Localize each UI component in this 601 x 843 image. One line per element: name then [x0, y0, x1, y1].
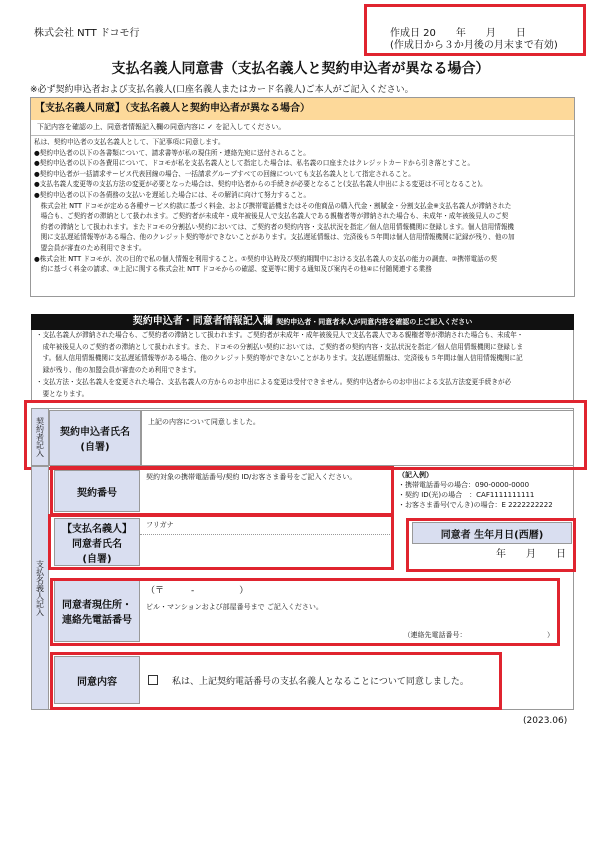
agreement-line: 関に支払遅延情報等がある場合、他のクレジット契約等ができないことがあります。支払遅延情報は、完済後も５年間は個人信用情報機関に記録が残り、他の加: [34, 233, 515, 242]
validity-note: (作成日から３か月後の月末まで有効): [390, 40, 558, 51]
highlight-consent: [50, 652, 502, 710]
section-line: 成年被後見人のご契約者の滞納として扱われます。また、ドコモの分割払い契約においては、ご契約者の契約内容・支払状況を指定／個人信用情報機関に登録しま: [36, 342, 524, 351]
agreement-instruction: 下記内容を確認の上、同意者情報記入欄の同意内容に ✓ を記入してください。: [31, 122, 574, 136]
company-name: 株式会社 NTT ドコモ行: [34, 28, 140, 39]
agreement-heading: 【支払名義人同意】（支払名義人と契約申込者が異なる場合）: [31, 98, 574, 120]
highlight-applicant: [24, 400, 587, 470]
payer-vertical-label: 支払名義人記入: [31, 466, 49, 710]
example-line: ・携帯電話番号の場合：090-0000-0000: [398, 481, 530, 489]
highlight-contract-number: [50, 466, 394, 516]
birth-date-label: 同意者 生年月日(西暦): [412, 522, 572, 544]
address-label: 同意者現住所・ 連絡先電話番号: [54, 580, 140, 642]
example-line: ・契約 ID(光)の場合 ：CAF1111111111: [398, 491, 535, 499]
creation-date[interactable]: 作成日 20 年 月 日: [390, 28, 526, 39]
section-line: 要となります。: [36, 389, 89, 398]
section-heading-title: 契約申込者・同意者情報記入欄: [132, 316, 273, 327]
section-line: す。個人信用情報機関に支払遅延情報等がある場合、他のクレジット契約等ができないことがあります。支払遅延情報は、完済後も５年間は個人信用情報機関に記: [36, 354, 523, 363]
agreement-line: 場合も、ご契約者の滞納として扱われます。ご契約者が未成年・成年被後見人で支払名義人である親権者等が滞納された場合も、未成年・成年被後見人のご契: [34, 212, 509, 221]
phone-hint[interactable]: （連絡先電話番号： ）: [403, 631, 554, 639]
agreement-line: ●契約申込者の以下の各費用について、ドコモが私を支払名義人として指定した場合は、私名義の口座またはクレジットカードから引き落とすこと。: [34, 159, 475, 168]
birth-date-field[interactable]: 年 月 日: [496, 549, 566, 560]
example-line: ・お客さま番号(でんき)の場合：E 2222222222: [398, 501, 553, 509]
agreement-line: ●契約申込者が一括請求サービス代表回線の場合、一括請求グループすべての回線についても支払名義人として指定されること。: [34, 169, 415, 178]
applicant-name-label: 契約申込者氏名 (自署): [49, 410, 141, 466]
agreement-line: 盟会員が審査のため利用できます。: [34, 243, 146, 252]
highlight-birth-date: [406, 518, 576, 572]
contract-number-label: 契約番号: [54, 470, 140, 512]
payer-name-label: 【支払名義人】 同意者氏名 (自署): [54, 518, 140, 566]
agreement-line: 私は、契約申込者の支払名義人として、下記事項に同意します。: [34, 138, 225, 146]
consent-text: 私は、上記契約電話番号の支払名義人となることについて同意しました。: [172, 676, 469, 687]
applicant-name-hint: 上記の内容について同意しました。: [148, 418, 260, 426]
version-label: (2023.06): [523, 716, 568, 726]
fill-note: ※必ず契約申込者および支払名義人(口座名義人またはカード名義人)ご本人がご記入ください。: [30, 85, 414, 95]
contract-number-hint: 契約対象の携帯電話番号/契約 ID/お客さま番号をご記入ください。: [146, 473, 357, 481]
section-line: ・支払方法・支払名義人を変更された場合、支払名義人の方からのお申出による変更は受付できません。契約申込者からのお申出による支払方法変更手続きが必: [36, 377, 512, 386]
agreement-body: [34, 137, 571, 275]
agreement-line: 約者の滞納として扱われます。またドコモの分割払い契約においては、ご契約者の契約内容・支払状況を指定／個人信用情報機関に登録します。個人信用情報機: [34, 222, 515, 231]
agreement-line: 約に基づく料金の請求、③上記に関する株式会社 NTT ドコモからの確認、変更等に関する通知及び案内その他④に付随関連する業務: [34, 265, 432, 274]
agreement-line: ●契約申込者の以下の各債務の支払いを遅延した場合には、その解消に向けて努力すること。: [34, 190, 311, 199]
page-title: 支払名義人同意書（支払名義人と契約申込者が異なる場合）: [111, 61, 490, 77]
agreement-line: ●契約申込者の以下の各書類について、請求書等が私の現住所・連絡先宛に送付されること。: [34, 148, 310, 157]
highlight-payer-name: [48, 514, 394, 570]
agreement-line: 株式会社 NTT ドコモが定める各種サービス約款に基づく料金、および携帯電話機またはその他商品の購入代金・割賦金・分割支払金※支払名義人が滞納された: [34, 201, 512, 210]
agreement-line: ●支払名義人変更等の支払方法の変更が必要となった場合は、契約申込者からの手続きが必要となること(支払名義人申出による変更は不可となること)。: [34, 180, 487, 189]
address-hint: ビル・マンションおよび部屋番号まで ご記入ください。: [146, 603, 323, 611]
section-line: 録が残り、他の加盟会員が審査のため利用できます。: [36, 366, 201, 375]
applicant-vertical-label: 契約者記入: [31, 408, 49, 466]
section-heading: [31, 314, 574, 330]
section-line: ・支払名義人が滞納された場合も、ご契約者の滞納として扱われます。ご契約者が未成年・成年被後見人で支払名義人である親権者等が滞納された場合も、未成年・: [36, 331, 524, 339]
consent-label: 同意内容: [54, 656, 140, 704]
highlight-address: [50, 578, 560, 646]
section-body: [31, 330, 574, 400]
example-title: （記入例）: [398, 471, 433, 479]
postal-code-field[interactable]: （〒 - ）: [146, 586, 249, 596]
agreement-line: ●株式会社 NTT ドコモが、次の目的で私の個人情報を利用すること。①契約申込時及び契約期間中における支払名義人の支払の能力の調査、②携帯電話の契: [34, 254, 497, 263]
section-heading-note: 契約申込者・同意者本人が同意内容を確認の上ご記入ください: [276, 318, 473, 326]
furigana-label: フリガナ: [140, 518, 390, 535]
example-box: [398, 470, 574, 514]
